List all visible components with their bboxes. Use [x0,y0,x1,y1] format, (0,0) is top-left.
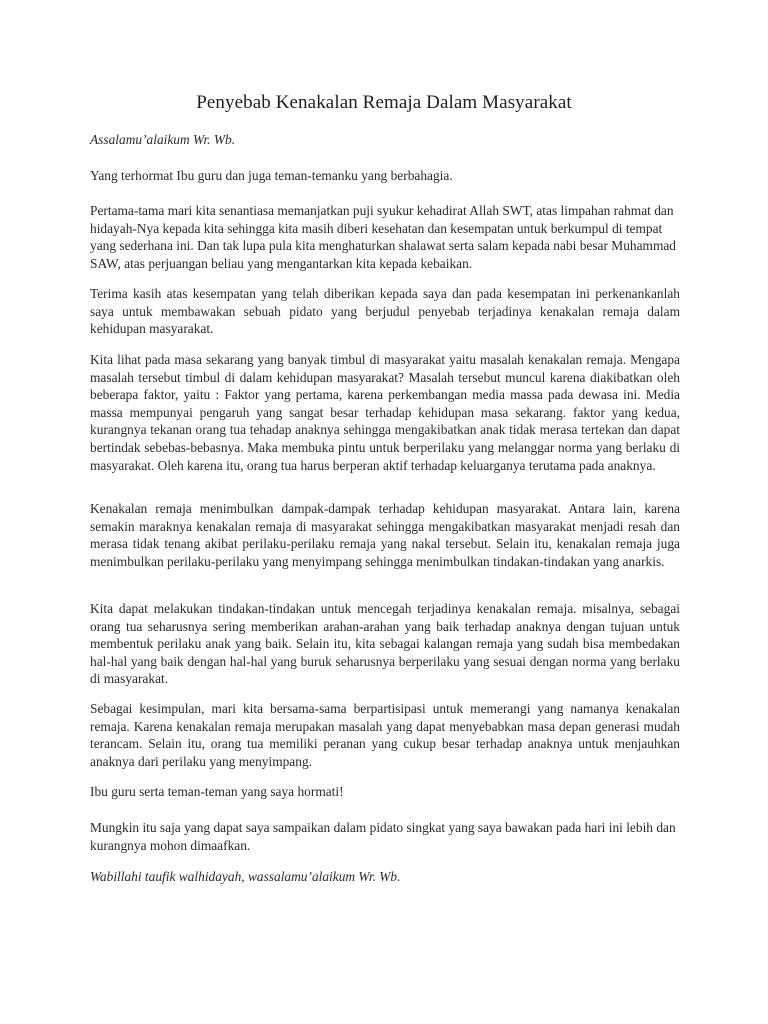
paragraph-closing-remarks: Mungkin itu saja yang dapat saya sampaikan dalam pidato singkat yang saya bawakan pada hari ini lebih dan kurangnya mohon dimaafkan. [90,820,676,853]
paragraph-opening: Pertama-tama mari kita senantiasa memanjatkan puji syukur kehadirat Allah SWT, atas limpahan rahmat dan hidayah-Nya kepada kita sehingga kita masih diberi kesehatan dan kesempatan untuk berkumpul di tempat yang sederhana ini. Dan tak lupa pula kita menghaturkan shalawat serta salam kepada nabi besar Muhammad SAW, atas perjuangan beliau yang mengantarkan kita kepada kebaikan. [90,203,677,271]
paragraph-conclusion: Sebagai kesimpulan, mari kita bersama-sama berpartisipasi untuk memerangi yang namanya kenakalan remaja. Karena kenakalan remaja merupakan masalah yang dapat menyebabkan masa depan generasi mudah terancam. Selain itu, orang tua memiliki peranan yang cukup besar terhadap anaknya untuk menjauhkan anaknya dari perilaku yang menyimpang. [90,701,680,769]
paragraph-thanks: Terima kasih atas kesempatan yang telah diberikan kepada saya dan pada kesempatan ini perkenankanlah saya untuk membawakan sebuah pidato yang berjudul penyebab terjadinya kenakalan remaja dalam kehidupan masyarakat. [90,286,680,337]
closing-greeting: Wabillahi taufik walhidayah, wassalamu’alaikum Wr. Wb. [90,869,401,884]
paragraph-address: Ibu guru serta teman-teman yang saya hormati! [90,784,344,799]
greeting: Assalamu’alaikum Wr. Wb. [90,132,236,147]
paragraph-impacts: Kenakalan remaja menimbulkan dampak-dampak terhadap kehidupan masyarakat. Antara lain, karena semakin maraknya kenakalan remaja di masyarakat sehingga mengakibatkan masyarakat menjadi resah dan merasa tidak tenang akibat perilaku-perilaku remaja yang nakal tersebut. Selain itu, kenakalan remaja juga menimbulkan perilaku-perilaku yang menyimpang sehingga menimbulkan tindakan-tindakan yang anarkis. [90,501,680,569]
page-title: Penyebab Kenakalan Remaja Dalam Masyarakat [196,92,572,113]
paragraph-causes: Kita lihat pada masa sekarang yang banyak timbul di masyarakat yaitu masalah kenakalan remaja. Mengapa masalah tersebut timbul di dalam kehidupan masyarakat? Masalah tersebut muncul karena diakibatkan oleh beberapa faktor, yaitu : Faktor yang pertama, karena perkembangan media massa pada dewasa ini. Media massa mempunyai pengaruh yang sangat besar terhadap kehidupan masa sekarang. faktor yang kedua, kurangnya tekanan orang tua tehadap anaknya sehingga mengakibatkan anak tidak merasa tertekan dan dapat bertindak sebebas-bebasnya. Maka membuka pintu untuk berperilaku yang melanggar norma yang berlaku di masyarakat. Oleh karena itu, orang tua harus berperan aktif terhadap keluarganya terutama pada anaknya. [90,352,680,473]
paragraph-prevention: Kita dapat melakukan tindakan-tindakan untuk mencegah terjadinya kenakalan remaja. misalnya, sebagai orang tua seharusnya sering memberikan arahan-arahan yang baik terhadap anaknya dengan tujuan untuk membentuk perilaku anak yang baik. Selain itu, kita sebagai kalangan remaja yang sudah bisa membedakan hal-hal yang baik dengan hal-hal yang buruk seharusnya berperilaku yang sesuai dengan norma yang berlaku di masyarakat. [90,601,680,687]
paragraph-salutation: Yang terhormat Ibu guru dan juga teman-temanku yang berbahagia. [90,168,453,183]
